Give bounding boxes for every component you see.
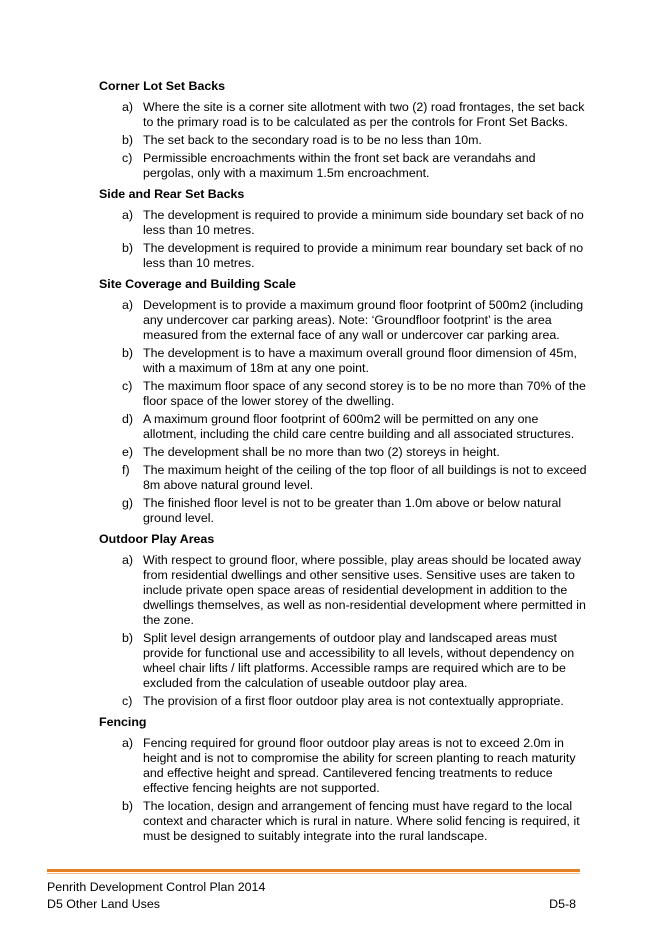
- list-item-text: Where the site is a corner site allotment with two (2) road frontages, the set back to the primary road is to be calculated as per the controls for Front Set Backs.: [143, 100, 585, 129]
- list-item-marker: f): [122, 463, 130, 477]
- list-item: [99, 133, 589, 148]
- list-item-text: The set back to the secondary road is to be no less than 10m.: [143, 133, 482, 147]
- section-list: [99, 553, 589, 709]
- list-item: [99, 241, 589, 271]
- list-item: [99, 553, 589, 628]
- list-item: [99, 799, 589, 844]
- footer-chapter-title: D5 Other Land Uses: [47, 897, 160, 911]
- list-item: [99, 631, 589, 691]
- list-item: [99, 445, 589, 460]
- list-item-text: Development is to provide a maximum ground floor footprint of 500m2 (including any undercover car parking areas). Note: ‘Groundfloor footprint’ is the area measured from the external face of any wall or undercover car parking area.: [143, 298, 584, 342]
- list-item-marker: c): [122, 379, 133, 393]
- list-item-marker: a): [122, 208, 134, 222]
- footer-plan-title: Penrith Development Control Plan 2014: [47, 880, 266, 894]
- list-item-text: Fencing required for ground floor outdoor play areas is not to exceed 2.0m in height and is not to compromise the ability for screen planting to reach maturity and effective height and spread. Cantilevered fencing treatments to reduce effective fencing heights are not supported.: [143, 736, 576, 795]
- section-list: [99, 100, 589, 181]
- list-item-text: The development shall be no more than two (2) storeys in height.: [143, 445, 500, 459]
- list-item-marker: d): [122, 412, 134, 426]
- list-item-text: The location, design and arrangement of fencing must have regard to the local context and character which is rural in nature. Where solid fencing is required, it must be designed to suitably integrate into the rural landscape.: [143, 799, 580, 843]
- footer-divider: [47, 869, 580, 872]
- list-item-marker: b): [122, 346, 134, 360]
- list-item-marker: b): [122, 241, 134, 255]
- list-item-marker: a): [122, 736, 134, 750]
- section-heading: Site Coverage and Building Scale: [99, 277, 296, 291]
- list-item-marker: c): [122, 151, 133, 165]
- list-item: [99, 496, 589, 526]
- list-item-marker: a): [122, 298, 134, 312]
- list-item-text: Permissible encroachments within the front set back are verandahs and pergolas, only with a maximum 1.5m encroachment.: [143, 151, 536, 180]
- list-item-marker: c): [122, 694, 133, 708]
- list-item: [99, 208, 589, 238]
- list-item: [99, 100, 589, 130]
- footer-divider-shadow: [47, 873, 580, 874]
- list-item-marker: g): [122, 496, 134, 510]
- list-item-marker: b): [122, 133, 134, 147]
- list-item: [99, 463, 589, 493]
- section-heading: Corner Lot Set Backs: [99, 79, 226, 93]
- section-list: [99, 736, 589, 844]
- section-list: [99, 208, 589, 271]
- list-item: [99, 298, 589, 343]
- list-item: [99, 379, 589, 409]
- list-item: [99, 346, 589, 376]
- list-item-text: With respect to ground floor, where possible, play areas should be located away from residential dwellings and other sensitive uses. Sensitive uses are taken to include private open space areas of residential development in addition to the dwellings themselves, as well as non-residential development where permitted in the zone.: [143, 553, 586, 627]
- section-heading: Fencing: [99, 715, 147, 729]
- list-item-text: The finished floor level is not to be greater than 1.0m above or below natural ground level.: [143, 496, 562, 525]
- list-item: [99, 736, 589, 796]
- list-item: [99, 412, 589, 442]
- list-item-text: The development is required to provide a minimum rear boundary set back of no less than 10 metres.: [143, 241, 584, 270]
- list-item-text: The development is to have a maximum overall ground floor dimension of 45m, with a maximum of 18m at any one point.: [143, 346, 577, 375]
- list-item-text: The maximum height of the ceiling of the top floor of all buildings is not to exceed 8m above natural ground level.: [143, 463, 587, 492]
- section-list: [99, 298, 589, 526]
- document-body: [99, 79, 589, 850]
- list-item: [99, 151, 589, 181]
- section-heading: Side and Rear Set Backs: [99, 187, 245, 201]
- list-item-text: A maximum ground floor footprint of 600m2 will be permitted on any one allotment, including the child care centre building and all associated structures.: [143, 412, 575, 441]
- list-item-text: The development is required to provide a minimum side boundary set back of no less than 10 metres.: [143, 208, 584, 237]
- page-number: D5-8: [549, 897, 576, 911]
- list-item-text: The maximum floor space of any second storey is to be no more than 70% of the floor space of the lower storey of the dwelling.: [143, 379, 586, 408]
- list-item-marker: a): [122, 100, 134, 114]
- list-item-marker: b): [122, 631, 134, 645]
- list-item-marker: a): [122, 553, 134, 567]
- list-item-text: Split level design arrangements of outdoor play and landscaped areas must provide for functional use and accessibility to all levels, without dependency on wheel chair lifts / lift platforms. Accessible ramps are required which are to be excluded from the calculation of useable outdoor play area.: [143, 631, 575, 690]
- list-item: [99, 694, 589, 709]
- list-item-marker: b): [122, 799, 134, 813]
- list-item-marker: e): [122, 445, 134, 459]
- list-item-text: The provision of a first floor outdoor play area is not contextually appropriate.: [143, 694, 564, 708]
- section-heading: Outdoor Play Areas: [99, 532, 215, 546]
